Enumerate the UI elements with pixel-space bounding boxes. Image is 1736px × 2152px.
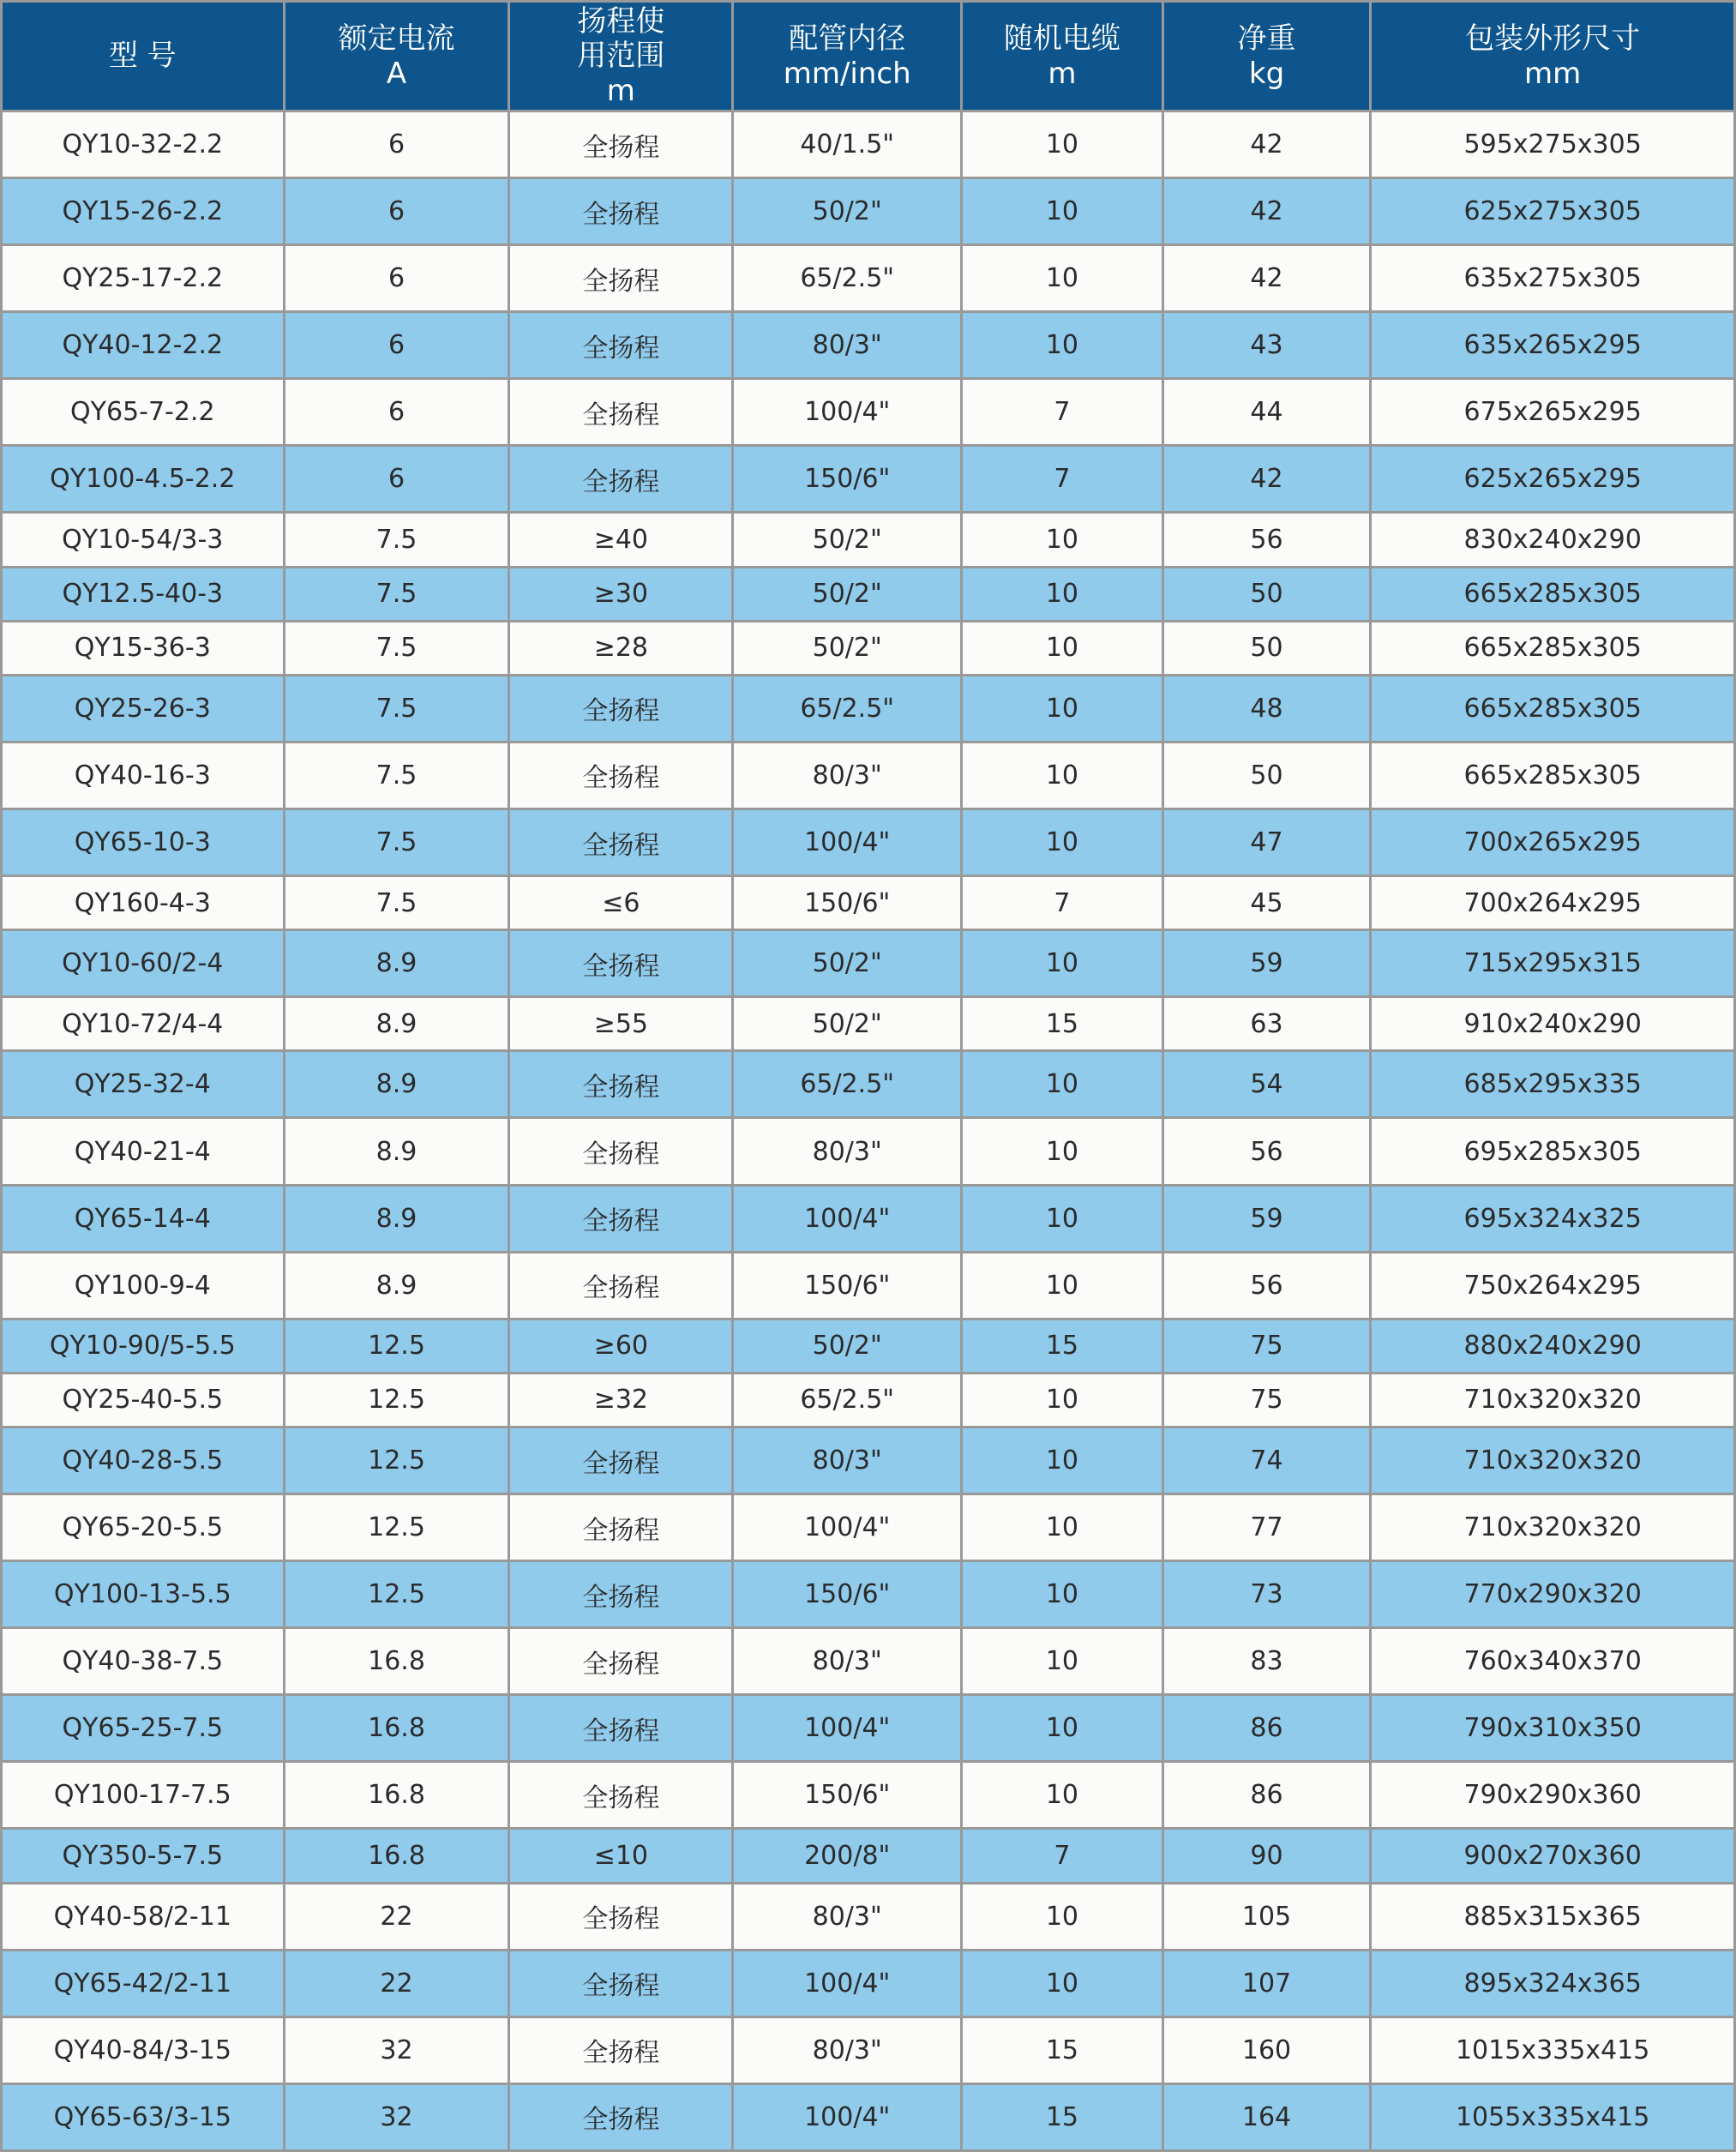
cell-head_range: 全扬程	[509, 1185, 733, 1252]
cell-net_weight: 75	[1162, 1373, 1371, 1427]
cell-net_weight: 59	[1162, 1185, 1371, 1252]
cell-rated_current: 16.8	[284, 1628, 509, 1695]
cell-model: QY100-17-7.5	[2, 1762, 285, 1829]
cell-pipe_diameter: 80/3"	[733, 2017, 962, 2083]
cell-head_range: 全扬程	[509, 930, 733, 997]
cell-package_size: 885x315x365	[1371, 1883, 1735, 1950]
column-header-line: 净重	[1237, 21, 1296, 57]
table-row	[2, 2017, 1735, 2083]
cell-rated_current: 6	[284, 312, 509, 379]
cell-net_weight: 164	[1162, 2083, 1371, 2150]
table-row	[2, 997, 1735, 1051]
cell-rated_current: 7.5	[284, 809, 509, 876]
cell-net_weight: 42	[1162, 446, 1371, 513]
cell-cable_length: 10	[962, 1950, 1163, 2017]
cell-cable_length: 10	[962, 1051, 1163, 1118]
cell-package_size: 625x265x295	[1371, 446, 1735, 513]
cell-head_range: 全扬程	[509, 111, 733, 178]
cell-head_range: 全扬程	[509, 675, 733, 742]
cell-package_size: 710x320x320	[1371, 1427, 1735, 1494]
table-row	[2, 1427, 1735, 1494]
cell-cable_length: 10	[962, 178, 1163, 245]
cell-package_size: 900x270x360	[1371, 1829, 1735, 1883]
cell-rated_current: 12.5	[284, 1427, 509, 1494]
table-row	[2, 567, 1735, 621]
cell-head_range: 全扬程	[509, 1695, 733, 1762]
cell-package_size: 830x240x290	[1371, 513, 1735, 567]
column-header-line: kg	[1248, 56, 1285, 91]
cell-rated_current: 12.5	[284, 1494, 509, 1561]
cell-cable_length: 10	[962, 312, 1163, 379]
cell-net_weight: 86	[1162, 1695, 1371, 1762]
column-header-model	[2, 2, 285, 111]
cell-head_range: 全扬程	[509, 312, 733, 379]
cell-model: QY65-10-3	[2, 809, 285, 876]
cell-model: QY10-72/4-4	[2, 997, 285, 1051]
cell-rated_current: 6	[284, 245, 509, 312]
cell-head_range: 全扬程	[509, 178, 733, 245]
cell-pipe_diameter: 80/3"	[733, 1427, 962, 1494]
cell-rated_current: 32	[284, 2083, 509, 2150]
cell-model: QY100-9-4	[2, 1252, 285, 1319]
table-row	[2, 876, 1735, 930]
cell-net_weight: 48	[1162, 675, 1371, 742]
table-row	[2, 930, 1735, 997]
cell-head_range: 全扬程	[509, 2083, 733, 2150]
cell-package_size: 695x285x305	[1371, 1118, 1735, 1185]
cell-head_range: 全扬程	[509, 742, 733, 809]
cell-rated_current: 8.9	[284, 997, 509, 1051]
cell-rated_current: 16.8	[284, 1762, 509, 1829]
cell-head_range: 全扬程	[509, 446, 733, 513]
cell-package_size: 665x285x305	[1371, 567, 1735, 621]
cell-cable_length: 15	[962, 2083, 1163, 2150]
cell-model: QY40-16-3	[2, 742, 285, 809]
cell-model: QY100-13-5.5	[2, 1561, 285, 1628]
cell-net_weight: 42	[1162, 245, 1371, 312]
table-row	[2, 1185, 1735, 1252]
cell-cable_length: 10	[962, 1427, 1163, 1494]
cell-model: QY100-4.5-2.2	[2, 446, 285, 513]
column-header-line: mm/inch	[783, 56, 911, 91]
cell-cable_length: 10	[962, 1883, 1163, 1950]
cell-pipe_diameter: 50/2"	[733, 567, 962, 621]
cell-head_range: 全扬程	[509, 1628, 733, 1695]
cell-net_weight: 86	[1162, 1762, 1371, 1829]
cell-head_range: 全扬程	[509, 1427, 733, 1494]
cell-model: QY40-28-5.5	[2, 1427, 285, 1494]
cell-pipe_diameter: 100/4"	[733, 2083, 962, 2150]
cell-net_weight: 90	[1162, 1829, 1371, 1883]
cell-cable_length: 10	[962, 1252, 1163, 1319]
cell-model: QY40-38-7.5	[2, 1628, 285, 1695]
column-header-package_size	[1371, 2, 1735, 111]
cell-rated_current: 8.9	[284, 1252, 509, 1319]
cell-package_size: 710x320x320	[1371, 1373, 1735, 1427]
cell-cable_length: 10	[962, 1185, 1163, 1252]
cell-rated_current: 12.5	[284, 1561, 509, 1628]
cell-head_range: ≥28	[509, 621, 733, 675]
cell-model: QY40-12-2.2	[2, 312, 285, 379]
cell-rated_current: 6	[284, 111, 509, 178]
cell-package_size: 625x275x305	[1371, 178, 1735, 245]
cell-pipe_diameter: 50/2"	[733, 1319, 962, 1373]
cell-rated_current: 7.5	[284, 675, 509, 742]
cell-model: QY25-32-4	[2, 1051, 285, 1118]
cell-model: QY15-36-3	[2, 621, 285, 675]
cell-head_range: ≥30	[509, 567, 733, 621]
cell-pipe_diameter: 80/3"	[733, 312, 962, 379]
cell-pipe_diameter: 100/4"	[733, 1695, 962, 1762]
cell-rated_current: 22	[284, 1883, 509, 1950]
cell-rated_current: 6	[284, 379, 509, 446]
table-row	[2, 742, 1735, 809]
cell-model: QY25-26-3	[2, 675, 285, 742]
cell-pipe_diameter: 150/6"	[733, 1762, 962, 1829]
cell-net_weight: 43	[1162, 312, 1371, 379]
cell-net_weight: 160	[1162, 2017, 1371, 2083]
cell-rated_current: 22	[284, 1950, 509, 2017]
cell-pipe_diameter: 100/4"	[733, 379, 962, 446]
cell-net_weight: 107	[1162, 1950, 1371, 2017]
cell-head_range: ≥40	[509, 513, 733, 567]
cell-pipe_diameter: 150/6"	[733, 1561, 962, 1628]
cell-head_range: ≤6	[509, 876, 733, 930]
cell-head_range: 全扬程	[509, 1118, 733, 1185]
table-row	[2, 1494, 1735, 1561]
column-header-head_range	[509, 2, 733, 111]
cell-model: QY15-26-2.2	[2, 178, 285, 245]
cell-package_size: 665x285x305	[1371, 675, 1735, 742]
cell-cable_length: 15	[962, 997, 1163, 1051]
table-row	[2, 809, 1735, 876]
cell-package_size: 685x295x335	[1371, 1051, 1735, 1118]
cell-net_weight: 77	[1162, 1494, 1371, 1561]
cell-cable_length: 10	[962, 621, 1163, 675]
table-row	[2, 1252, 1735, 1319]
cell-cable_length: 10	[962, 1118, 1163, 1185]
cell-package_size: 790x310x350	[1371, 1695, 1735, 1762]
cell-model: QY40-84/3-15	[2, 2017, 285, 2083]
cell-cable_length: 10	[962, 1494, 1163, 1561]
cell-net_weight: 56	[1162, 1118, 1371, 1185]
table-row	[2, 1373, 1735, 1427]
cell-rated_current: 7.5	[284, 513, 509, 567]
cell-pipe_diameter: 65/2.5"	[733, 1373, 962, 1427]
cell-rated_current: 8.9	[284, 1185, 509, 1252]
column-header-line: m	[606, 73, 635, 108]
cell-rated_current: 7.5	[284, 567, 509, 621]
cell-cable_length: 10	[962, 1373, 1163, 1427]
cell-pipe_diameter: 65/2.5"	[733, 1051, 962, 1118]
table-row	[2, 379, 1735, 446]
table-row	[2, 1829, 1735, 1883]
cell-cable_length: 10	[962, 930, 1163, 997]
table-row	[2, 245, 1735, 312]
table-row	[2, 1762, 1735, 1829]
cell-model: QY25-40-5.5	[2, 1373, 285, 1427]
cell-net_weight: 44	[1162, 379, 1371, 446]
cell-pipe_diameter: 100/4"	[733, 1950, 962, 2017]
cell-package_size: 770x290x320	[1371, 1561, 1735, 1628]
column-header-line: mm	[1524, 56, 1582, 91]
table-body	[2, 111, 1735, 2151]
table-row	[2, 1051, 1735, 1118]
cell-cable_length: 10	[962, 111, 1163, 178]
column-header-cable_length	[962, 2, 1163, 111]
cell-head_range: 全扬程	[509, 1950, 733, 2017]
cell-pipe_diameter: 80/3"	[733, 1883, 962, 1950]
cell-pipe_diameter: 50/2"	[733, 513, 962, 567]
cell-package_size: 595x275x305	[1371, 111, 1735, 178]
cell-rated_current: 7.5	[284, 621, 509, 675]
cell-head_range: 全扬程	[509, 1494, 733, 1561]
cell-head_range: ≥55	[509, 997, 733, 1051]
table-row	[2, 675, 1735, 742]
cell-package_size: 760x340x370	[1371, 1628, 1735, 1695]
cell-cable_length: 10	[962, 1561, 1163, 1628]
cell-head_range: 全扬程	[509, 379, 733, 446]
column-header-line: m	[1048, 56, 1077, 91]
cell-head_range: 全扬程	[509, 1051, 733, 1118]
cell-net_weight: 42	[1162, 111, 1371, 178]
table-row	[2, 178, 1735, 245]
cell-model: QY65-14-4	[2, 1185, 285, 1252]
cell-net_weight: 59	[1162, 930, 1371, 997]
cell-model: QY40-58/2-11	[2, 1883, 285, 1950]
column-header-line: 型 号	[108, 39, 177, 74]
cell-head_range: ≤10	[509, 1829, 733, 1883]
cell-package_size: 665x285x305	[1371, 621, 1735, 675]
cell-head_range: 全扬程	[509, 2017, 733, 2083]
cell-pipe_diameter: 100/4"	[733, 809, 962, 876]
cell-rated_current: 7.5	[284, 876, 509, 930]
cell-net_weight: 42	[1162, 178, 1371, 245]
cell-pipe_diameter: 50/2"	[733, 930, 962, 997]
cell-net_weight: 75	[1162, 1319, 1371, 1373]
cell-model: QY160-4-3	[2, 876, 285, 930]
cell-package_size: 750x264x295	[1371, 1252, 1735, 1319]
cell-model: QY65-42/2-11	[2, 1950, 285, 2017]
table-row	[2, 2083, 1735, 2150]
cell-package_size: 635x275x305	[1371, 245, 1735, 312]
cell-model: QY350-5-7.5	[2, 1829, 285, 1883]
cell-cable_length: 15	[962, 1319, 1163, 1373]
cell-net_weight: 73	[1162, 1561, 1371, 1628]
cell-model: QY65-25-7.5	[2, 1695, 285, 1762]
cell-cable_length: 7	[962, 1829, 1163, 1883]
table-row	[2, 621, 1735, 675]
cell-pipe_diameter: 50/2"	[733, 997, 962, 1051]
cell-pipe_diameter: 150/6"	[733, 876, 962, 930]
cell-net_weight: 47	[1162, 809, 1371, 876]
cell-cable_length: 7	[962, 379, 1163, 446]
column-header-line: A	[386, 56, 407, 91]
table-row	[2, 446, 1735, 513]
cell-pipe_diameter: 80/3"	[733, 1628, 962, 1695]
table-row	[2, 111, 1735, 178]
cell-package_size: 1055x335x415	[1371, 2083, 1735, 2150]
cell-pipe_diameter: 150/6"	[733, 1252, 962, 1319]
cell-cable_length: 10	[962, 567, 1163, 621]
cell-net_weight: 63	[1162, 997, 1371, 1051]
cell-model: QY12.5-40-3	[2, 567, 285, 621]
cell-package_size: 710x320x320	[1371, 1494, 1735, 1561]
cell-cable_length: 10	[962, 245, 1163, 312]
cell-rated_current: 12.5	[284, 1319, 509, 1373]
header-row	[2, 2, 1735, 111]
cell-rated_current: 7.5	[284, 742, 509, 809]
cell-model: QY65-63/3-15	[2, 2083, 285, 2150]
cell-cable_length: 10	[962, 513, 1163, 567]
cell-model: QY10-32-2.2	[2, 111, 285, 178]
cell-cable_length: 10	[962, 675, 1163, 742]
cell-cable_length: 7	[962, 876, 1163, 930]
cell-model: QY65-20-5.5	[2, 1494, 285, 1561]
cell-package_size: 880x240x290	[1371, 1319, 1735, 1373]
cell-pipe_diameter: 80/3"	[733, 742, 962, 809]
cell-package_size: 715x295x315	[1371, 930, 1735, 997]
table-row	[2, 1319, 1735, 1373]
cell-rated_current: 16.8	[284, 1695, 509, 1762]
cell-rated_current: 6	[284, 446, 509, 513]
cell-rated_current: 32	[284, 2017, 509, 2083]
cell-net_weight: 45	[1162, 876, 1371, 930]
cell-package_size: 675x265x295	[1371, 379, 1735, 446]
cell-net_weight: 50	[1162, 621, 1371, 675]
cell-pipe_diameter: 40/1.5"	[733, 111, 962, 178]
cell-pipe_diameter: 50/2"	[733, 178, 962, 245]
cell-net_weight: 74	[1162, 1427, 1371, 1494]
cell-head_range: 全扬程	[509, 1883, 733, 1950]
cell-cable_length: 10	[962, 809, 1163, 876]
cell-package_size: 700x265x295	[1371, 809, 1735, 876]
cell-rated_current: 8.9	[284, 1051, 509, 1118]
cell-pipe_diameter: 65/2.5"	[733, 675, 962, 742]
column-header-line: 额定电流	[338, 21, 455, 57]
cell-model: QY65-7-2.2	[2, 379, 285, 446]
cell-pipe_diameter: 200/8"	[733, 1829, 962, 1883]
cell-rated_current: 16.8	[284, 1829, 509, 1883]
cell-package_size: 665x285x305	[1371, 742, 1735, 809]
cell-net_weight: 56	[1162, 513, 1371, 567]
cell-pipe_diameter: 100/4"	[733, 1494, 962, 1561]
cell-pipe_diameter: 150/6"	[733, 446, 962, 513]
cell-net_weight: 56	[1162, 1252, 1371, 1319]
cell-pipe_diameter: 50/2"	[733, 621, 962, 675]
cell-model: QY10-90/5-5.5	[2, 1319, 285, 1373]
cell-head_range: ≥32	[509, 1373, 733, 1427]
column-header-line: 扬程使	[577, 4, 665, 39]
cell-cable_length: 10	[962, 1762, 1163, 1829]
cell-head_range: ≥60	[509, 1319, 733, 1373]
column-header-pipe_diameter	[733, 2, 962, 111]
cell-package_size: 790x290x360	[1371, 1762, 1735, 1829]
cell-net_weight: 83	[1162, 1628, 1371, 1695]
cell-head_range: 全扬程	[509, 809, 733, 876]
cell-net_weight: 50	[1162, 742, 1371, 809]
cell-net_weight: 54	[1162, 1051, 1371, 1118]
cell-head_range: 全扬程	[509, 1561, 733, 1628]
cell-cable_length: 10	[962, 1628, 1163, 1695]
cell-model: QY10-54/3-3	[2, 513, 285, 567]
table-row	[2, 1118, 1735, 1185]
cell-head_range: 全扬程	[509, 1762, 733, 1829]
cell-rated_current: 8.9	[284, 1118, 509, 1185]
cell-package_size: 695x324x325	[1371, 1185, 1735, 1252]
table-row	[2, 1695, 1735, 1762]
cell-cable_length: 15	[962, 2017, 1163, 2083]
cell-net_weight: 50	[1162, 567, 1371, 621]
cell-package_size: 895x324x365	[1371, 1950, 1735, 2017]
column-header-rated_current	[284, 2, 509, 111]
table-row	[2, 1561, 1735, 1628]
cell-cable_length: 10	[962, 1695, 1163, 1762]
column-header-line: 包装外形尺寸	[1465, 21, 1641, 57]
table-row	[2, 1950, 1735, 2017]
table-row	[2, 513, 1735, 567]
cell-pipe_diameter: 65/2.5"	[733, 245, 962, 312]
cell-rated_current: 8.9	[284, 930, 509, 997]
table-row	[2, 1628, 1735, 1695]
column-header-net_weight	[1162, 2, 1371, 111]
column-header-line: 配管内径	[789, 21, 906, 57]
table-row	[2, 1883, 1735, 1950]
cell-model: QY40-21-4	[2, 1118, 285, 1185]
table-row	[2, 312, 1735, 379]
column-header-line: 用范围	[577, 39, 665, 74]
cell-model: QY10-60/2-4	[2, 930, 285, 997]
cell-cable_length: 7	[962, 446, 1163, 513]
cell-pipe_diameter: 100/4"	[733, 1185, 962, 1252]
cell-package_size: 635x265x295	[1371, 312, 1735, 379]
cell-head_range: 全扬程	[509, 245, 733, 312]
cell-net_weight: 105	[1162, 1883, 1371, 1950]
cell-package_size: 910x240x290	[1371, 997, 1735, 1051]
cell-pipe_diameter: 80/3"	[733, 1118, 962, 1185]
cell-model: QY25-17-2.2	[2, 245, 285, 312]
cell-rated_current: 6	[284, 178, 509, 245]
cell-package_size: 1015x335x415	[1371, 2017, 1735, 2083]
table-header	[2, 2, 1735, 111]
cell-package_size: 700x264x295	[1371, 876, 1735, 930]
cell-head_range: 全扬程	[509, 1252, 733, 1319]
cell-cable_length: 10	[962, 742, 1163, 809]
column-header-line: 随机电缆	[1003, 21, 1120, 57]
cell-rated_current: 12.5	[284, 1373, 509, 1427]
